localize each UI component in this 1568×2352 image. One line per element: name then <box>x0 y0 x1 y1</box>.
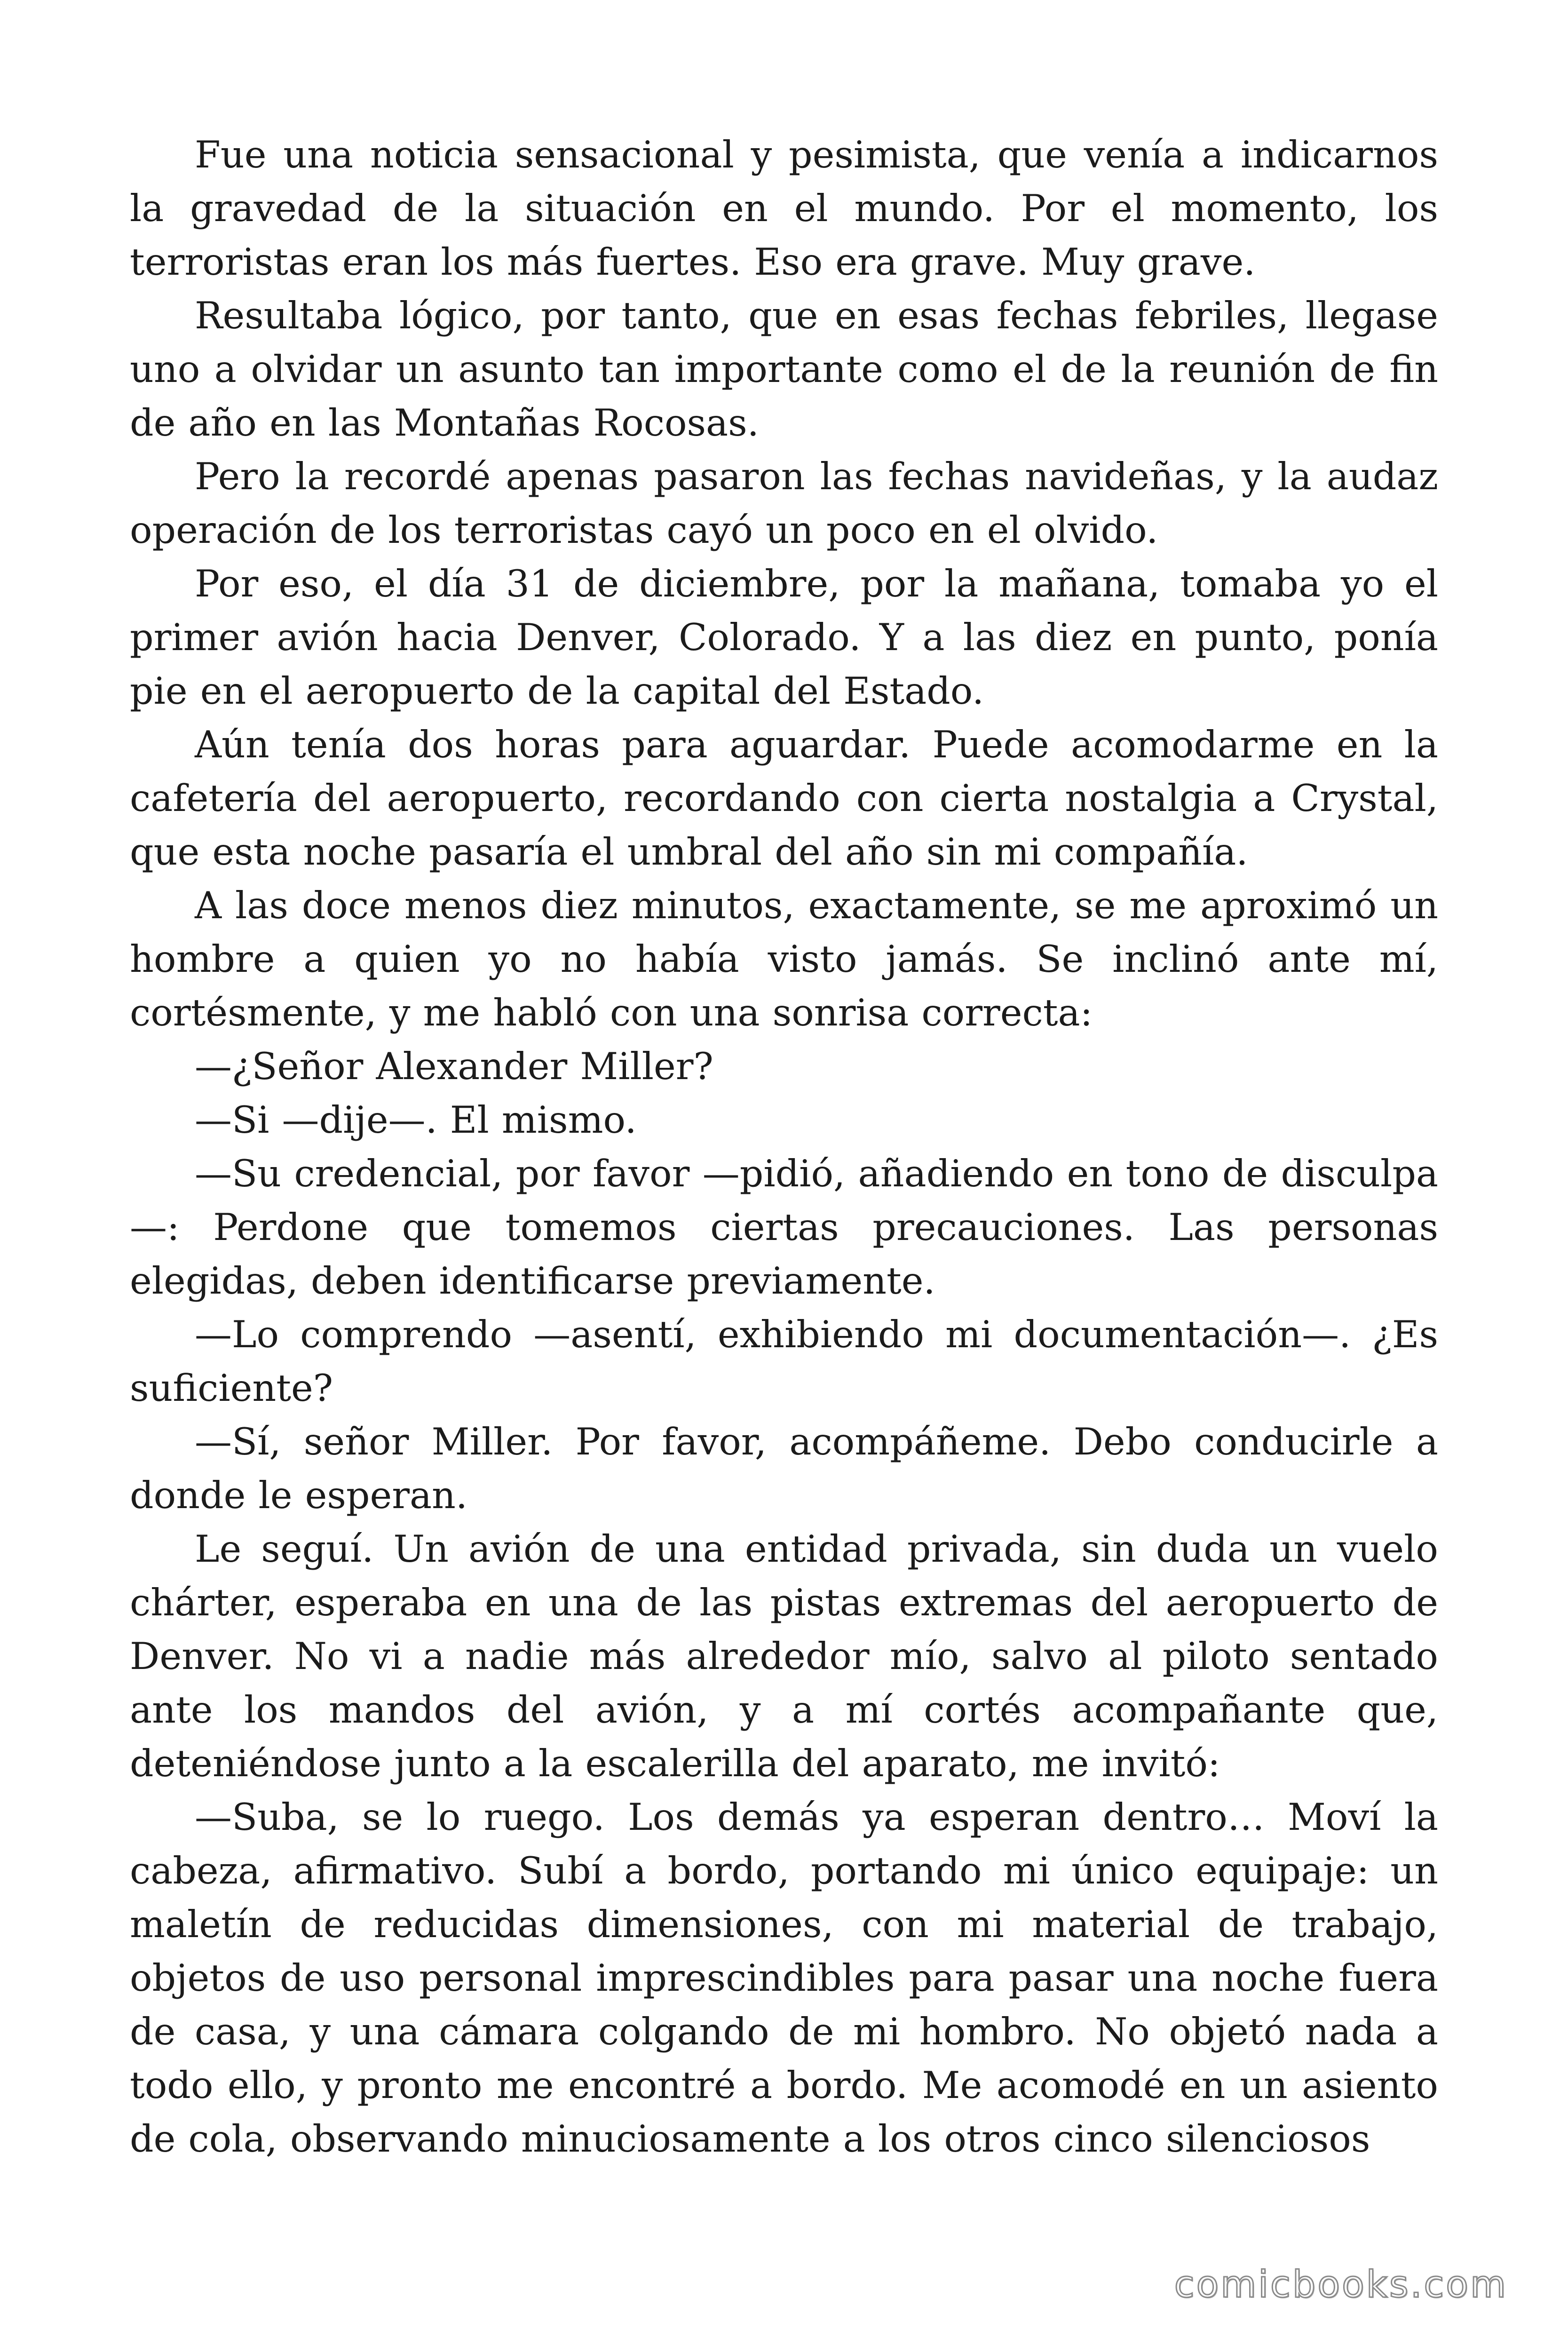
paragraph: Aún tenía dos horas para aguardar. Puede acomodarme en la cafetería del aeropuerto, recordando con cierta nostalgia a Crystal, que esta noche pasaría el umbral del año sin mi compañía. <box>130 723 1438 874</box>
paragraph: Resultaba lógico, por tanto, que en esas fechas febriles, llegase uno a olvidar un asunto tan importante como el de la reunión de fin de año en las Montañas Rocosas. <box>130 294 1438 445</box>
paragraph-last: —Suba, se lo ruego. Los demás ya esperan dentro… Moví la cabeza, afirmativo. Subí a bordo, portando mi único equipaje: un maletín de reducidas dimensiones, con mi material de trabajo, objetos de uso personal imprescindibles para pasar una noche fuera de casa, y una cámara colgando de mi hombro. No objetó nada a todo ello, y pronto me encontré a bordo. Me acomodé en un asiento de cola, observando minuciosamente a los otros cinco silenciosos <box>130 1796 1438 2161</box>
paragraph: A las doce menos diez minutos, exactamente, se me aproximó un hombre a quien yo no había visto jamás. Se inclinó ante mí, cortésmente, y me habló con una sonrisa correcta: <box>130 884 1438 1034</box>
dialogue-line: —Su credencial, por favor —pidió, añadiendo en tono de disculpa—: Perdone que tomemos ciertas precauciones. Las personas elegidas, deben identificarse previamente. <box>130 1152 1438 1303</box>
dialogue-line: —Si —dije—. El mismo. <box>195 1098 637 1142</box>
paragraph: Fue una noticia sensacional y pesimista, que venía a indicarnos la gravedad de la situación en el mundo. Por el momento, los terroristas eran los más fuertes. Eso era grave. Muy grave. <box>130 133 1438 284</box>
paragraph: Pero la recordé apenas pasaron las fechas navideñas, y la audaz operación de los terroristas cayó un poco en el olvido. <box>130 455 1438 552</box>
dialogue-line: —Lo comprendo —asentí, exhibiendo mi documentación—. ¿Es suficiente? <box>130 1313 1438 1410</box>
paragraph: Por eso, el día 31 de diciembre, por la mañana, tomaba yo el primer avión hacia Denver, Colorado. Y a las diez en punto, ponía pie en el aeropuerto de la capital del Estado. <box>130 562 1438 713</box>
book-page-text <box>130 128 1438 2166</box>
watermark: comicbooks.com <box>1174 2264 1508 2306</box>
dialogue-line: —¿Señor Alexander Miller? <box>195 1045 713 1088</box>
dialogue-line: —Sí, señor Miller. Por favor, acompáñeme. Debo conducirle a donde le esperan. <box>130 1420 1438 1517</box>
paragraph: Le seguí. Un avión de una entidad privada, sin duda un vuelo chárter, esperaba en una de las pistas extremas del aeropuerto de Denver. No vi a nadie más alrededor mío, salvo al piloto sentado ante los mandos del avión, y a mí cortés acompañante que, deteniéndose junto a la escalerilla del aparato, me invitó: <box>130 1527 1438 1785</box>
